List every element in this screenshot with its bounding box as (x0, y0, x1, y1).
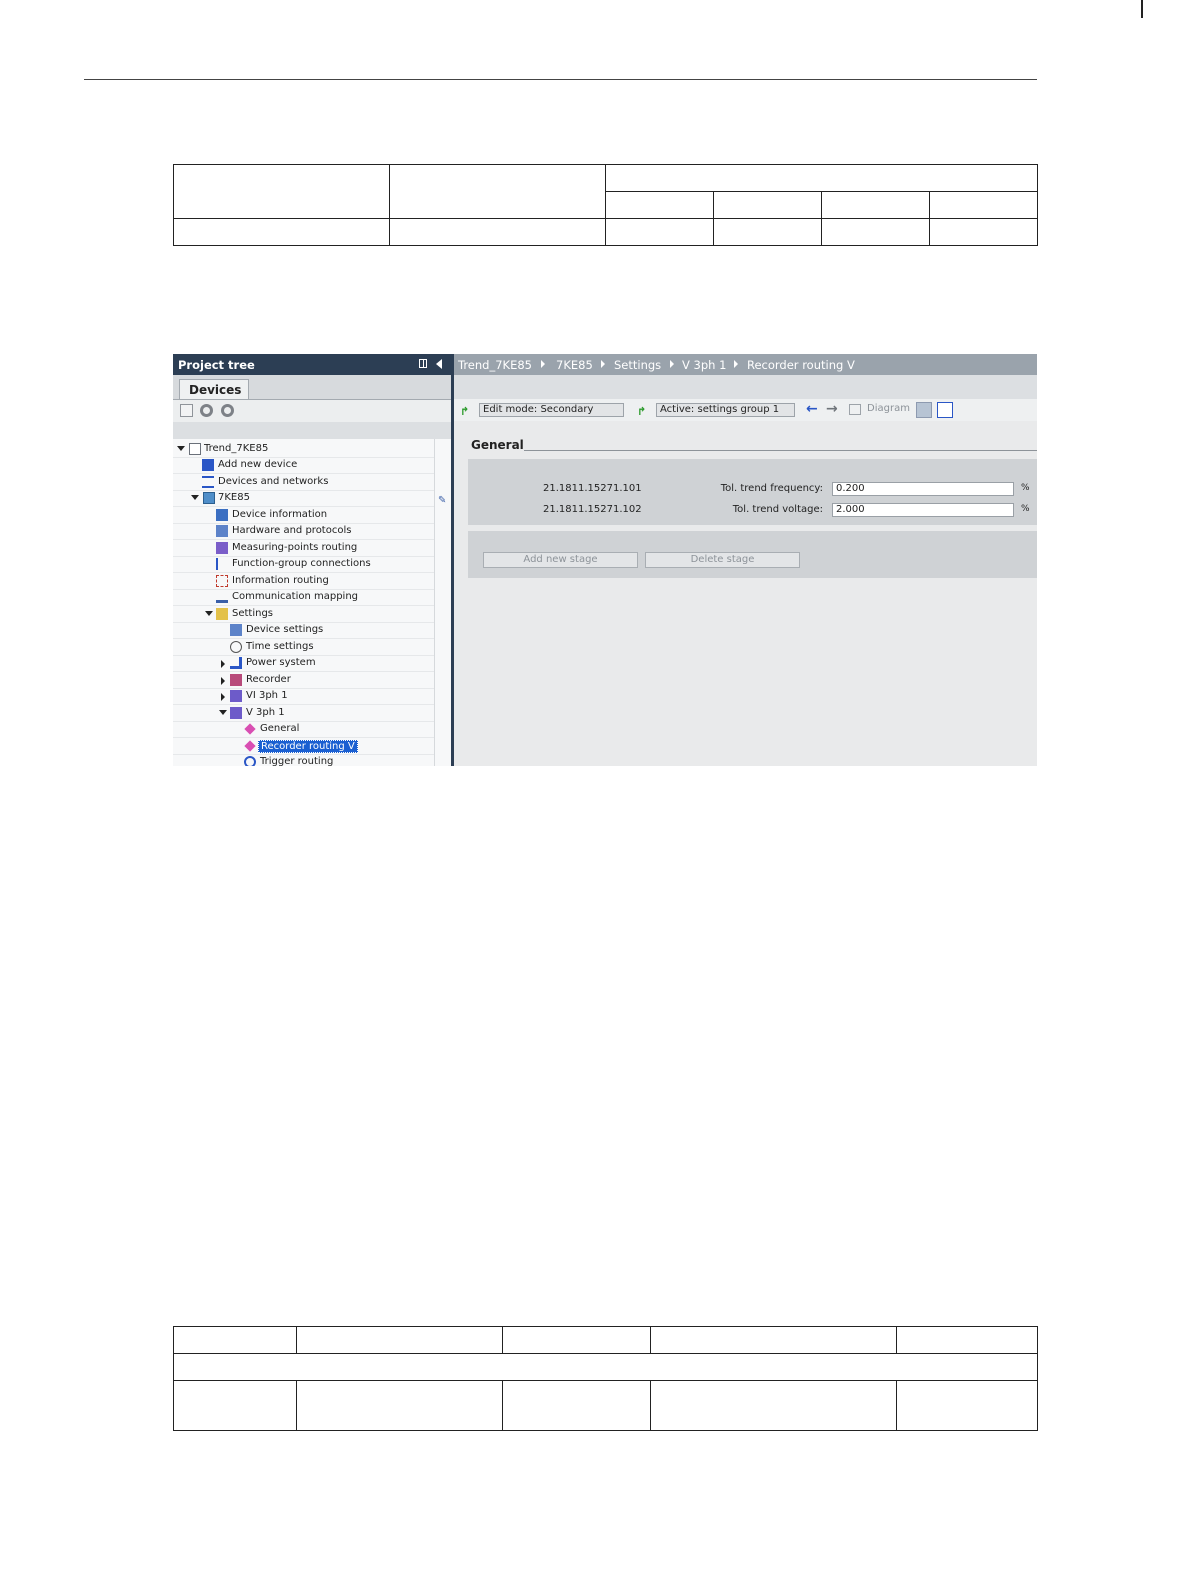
editor-tab-strip (454, 375, 1037, 400)
checklist-view-icon[interactable] (916, 402, 932, 418)
tree-item-label: 7KE85 (218, 492, 250, 503)
button-label: Add new stage (523, 554, 598, 565)
tree-item[interactable] (173, 490, 434, 507)
table-cell (822, 219, 930, 246)
network-icon (202, 476, 214, 488)
setting-id: 21.1811.15271.101 (543, 483, 642, 494)
device-settings-icon (230, 624, 242, 636)
setting-label: Tol. trend frequency: (720, 483, 823, 494)
tree-item[interactable] (173, 507, 434, 524)
tree-item-label: Measuring-points routing (232, 542, 358, 553)
setting-label: Tol. trend voltage: (732, 504, 823, 515)
delete-stage-button[interactable] (645, 552, 800, 568)
table-cell (174, 1381, 297, 1431)
forward-icon[interactable] (221, 404, 234, 417)
function-group-icon (216, 558, 228, 570)
tree-scroll-track[interactable] (434, 439, 435, 766)
table-cell (503, 1381, 651, 1431)
chevron-right-icon (541, 360, 545, 368)
stage-panel (468, 531, 1037, 578)
tree-item-label: Time settings (246, 641, 314, 652)
tree-item-label: Communication mapping (232, 591, 359, 602)
tree-item-label: Devices and networks (218, 476, 329, 487)
settings-folder-icon (216, 608, 228, 620)
table-cell (606, 165, 1038, 192)
tree-item[interactable] (173, 639, 434, 656)
tab-bar (173, 375, 451, 400)
communication-icon (216, 591, 228, 603)
tree-item[interactable] (173, 721, 434, 738)
tree-item-label: V 3ph 1 (246, 707, 285, 718)
project-tree-title: Project tree (178, 358, 255, 372)
expand-icon[interactable] (221, 677, 225, 685)
table-cell (606, 219, 714, 246)
table-cell (390, 219, 606, 246)
expand-icon[interactable] (221, 660, 225, 668)
info-icon (216, 509, 228, 521)
table-cell (503, 1327, 651, 1354)
diagram-label[interactable]: Diagram (867, 403, 910, 414)
tolerance-frequency-input[interactable] (832, 482, 1014, 496)
table-cell (297, 1327, 503, 1354)
tree-item[interactable] (173, 754, 434, 766)
tree-item[interactable] (173, 540, 434, 557)
tolerance-voltage-input[interactable] (832, 503, 1014, 517)
tree-item[interactable] (173, 705, 434, 722)
input-value: 0.200 (836, 483, 865, 494)
tree-item[interactable] (173, 556, 434, 573)
function-block-icon (244, 740, 255, 751)
collapse-left-icon[interactable] (436, 359, 442, 369)
expand-icon[interactable] (205, 611, 213, 616)
tree-item[interactable] (173, 622, 434, 639)
top-table (173, 164, 1038, 246)
table-cell (174, 1327, 297, 1354)
project-tree-toolbar (173, 400, 451, 422)
active-group-text: Active: settings group 1 (660, 404, 780, 415)
arrow-left-icon[interactable]: ← (806, 401, 818, 417)
tree-item-label: Power system (246, 657, 316, 668)
setting-id: 21.1811.15271.102 (543, 504, 642, 515)
tree-item[interactable] (173, 457, 434, 474)
recorder-icon (230, 674, 242, 686)
table-cell (174, 1354, 1038, 1381)
chevron-right-icon (734, 360, 738, 368)
add-device-icon (202, 459, 214, 471)
breadcrumb-item[interactable]: V 3ph 1 (682, 358, 727, 372)
tab-devices[interactable] (179, 379, 249, 400)
add-new-stage-button[interactable] (483, 552, 638, 568)
tree-item-label: General (260, 723, 300, 734)
setting-row (468, 481, 1037, 497)
section-rule (524, 450, 1037, 451)
list-view-icon[interactable] (937, 402, 953, 418)
tree-item[interactable] (173, 655, 434, 672)
tree-item[interactable] (173, 589, 434, 606)
bottom-table (173, 1326, 1038, 1431)
table-cell (606, 192, 714, 219)
table-cell (174, 219, 390, 246)
setting-unit: % (1021, 504, 1030, 514)
breadcrumb-item[interactable]: Settings (614, 358, 662, 372)
input-value: 2.000 (836, 504, 865, 515)
function-block-icon (244, 723, 255, 734)
clock-icon (230, 641, 242, 653)
tree-item-label: Trend_7KE85 (204, 443, 269, 454)
expand-icon[interactable] (177, 446, 185, 451)
breadcrumb-item[interactable]: Trend_7KE85 (458, 358, 532, 372)
tree-item-label: VI 3ph 1 (246, 690, 288, 701)
setting-row (468, 502, 1037, 518)
tree-item[interactable] (173, 523, 434, 540)
settings-group-arrow-icon[interactable]: ↱ (637, 405, 647, 418)
tree-item[interactable] (173, 474, 434, 491)
expand-icon[interactable] (191, 495, 199, 500)
information-routing-icon (216, 575, 228, 587)
edit-mode-text: Edit mode: Secondary (483, 404, 594, 415)
function-group-icon (230, 690, 242, 702)
dialog-screenshot (173, 354, 1037, 766)
tree-item-label-selected: Recorder routing V (258, 740, 358, 753)
trigger-routing-icon (244, 756, 256, 766)
chevron-right-icon (601, 360, 605, 368)
new-item-icon[interactable] (180, 404, 193, 417)
table-cell (297, 1381, 503, 1431)
tab-label: Devices (189, 383, 242, 397)
tree-item-label: Function-group connections (232, 558, 371, 569)
tree-item-label: Settings (232, 608, 274, 619)
margin-mark (1141, 0, 1143, 18)
tree-item[interactable] (173, 688, 434, 705)
tree-item-label: Add new device (218, 459, 298, 470)
breadcrumb (454, 354, 1037, 375)
table-cell (930, 219, 1038, 246)
tree-item-label: Device settings (246, 624, 324, 635)
tree-item-label: Trigger routing (260, 756, 334, 766)
section-title: General (471, 438, 524, 452)
table-cell (390, 165, 606, 219)
table-cell (897, 1381, 1038, 1431)
tree-item[interactable] (173, 573, 434, 590)
table-cell (897, 1327, 1038, 1354)
power-system-icon (230, 657, 242, 669)
edit-mode-arrow-icon[interactable]: ↱ (460, 405, 470, 418)
breadcrumb-item[interactable]: 7KE85 (556, 358, 593, 372)
edit-mode-field[interactable] (479, 403, 624, 417)
tree-item[interactable] (173, 672, 434, 689)
diagram-icon[interactable] (849, 404, 861, 415)
hardware-icon (216, 525, 228, 537)
table-cell (651, 1381, 897, 1431)
header-rule (84, 79, 1037, 80)
project-tree (173, 439, 451, 766)
expand-icon[interactable] (219, 710, 227, 715)
tree-item[interactable] (173, 606, 434, 623)
breadcrumb-item[interactable]: Recorder routing V (747, 358, 855, 372)
expand-icon[interactable] (221, 693, 225, 701)
table-cell (822, 192, 930, 219)
active-group-field[interactable] (656, 403, 795, 417)
measuring-points-icon (216, 542, 228, 554)
project-tree-header (173, 354, 451, 375)
tree-item-label: Recorder (246, 674, 291, 685)
table-cell (930, 192, 1038, 219)
table-cell (651, 1327, 897, 1354)
button-label: Delete stage (690, 554, 755, 565)
tree-item[interactable] (173, 738, 434, 755)
function-group-icon (230, 707, 242, 719)
tree-item-label: Device information (232, 509, 328, 520)
tree-item-label: Hardware and protocols (232, 525, 352, 536)
chevron-right-icon (670, 360, 674, 368)
device-icon (203, 492, 215, 504)
tree-item[interactable] (173, 441, 434, 458)
back-icon[interactable] (200, 404, 213, 417)
arrow-right-icon[interactable]: → (826, 401, 838, 417)
project-icon (189, 443, 201, 455)
pencil-icon[interactable]: ✎ (438, 495, 447, 506)
table-cell (714, 192, 822, 219)
editor-toolbar (454, 399, 1037, 421)
setting-unit: % (1021, 483, 1030, 493)
settings-panel (468, 459, 1037, 525)
tree-filter-bar (173, 422, 451, 439)
split-view-icon[interactable] (419, 359, 427, 368)
tree-item-label: Information routing (232, 575, 329, 586)
table-cell (714, 219, 822, 246)
table-cell (174, 165, 390, 219)
